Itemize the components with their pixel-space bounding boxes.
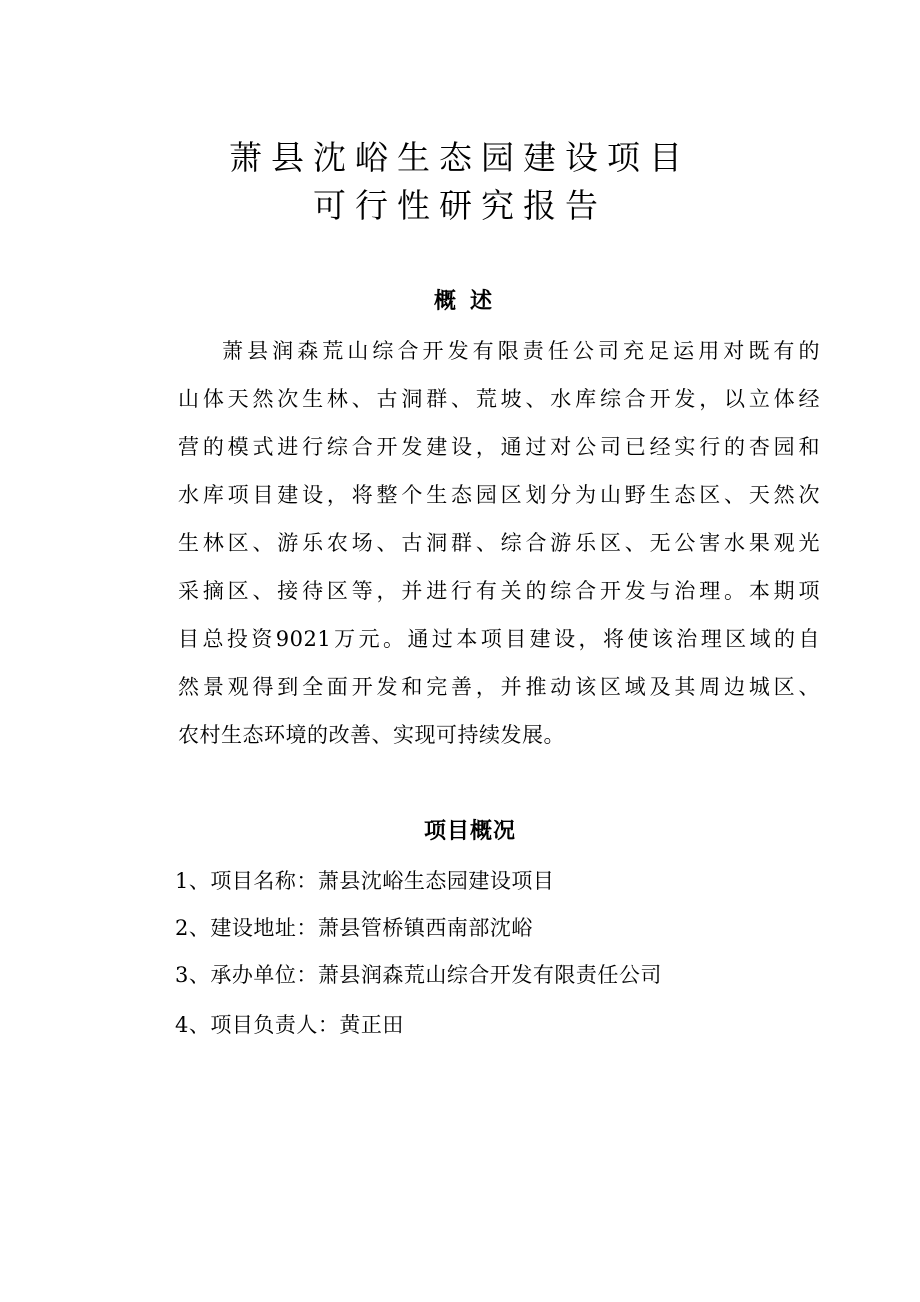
project-info-heading: 项目概况 [423,819,516,844]
overview-heading: 概述 [433,289,506,314]
overview-paragraph-line: 采摘区、接待区等，并进行有关的综合开发与治理。本期项 [178,579,820,603]
overview-paragraph-line: 农村生态环境的改善、实现可持续发展。 [178,723,565,747]
project-organizer-item: 3、承办单位：萧县润森荒山综合开发有限责任公司 [175,963,662,987]
overview-paragraph-line: 萧县润森荒山综合开发有限责任公司充足运用对既有的 [222,339,820,363]
overview-paragraph-line: 然景观得到全面开发和完善，并推动该区域及其周边城区、 [178,675,820,699]
overview-paragraph-line: 营的模式进行综合开发建设，通过对公司已经实行的杏园和 [178,435,820,459]
overview-paragraph-line: 生林区、游乐农场、古洞群、综合游乐区、无公害水果观光 [178,531,820,555]
report-title-line-2: 可行性研究报告 [313,186,607,225]
report-title-line-1: 萧县沈峪生态园建设项目 [229,138,691,177]
overview-paragraph-line: 山体天然次生林、古洞群、荒坡、水库综合开发，以立体经 [178,387,820,411]
project-name-item: 1、项目名称：萧县沈峪生态园建设项目 [175,869,555,893]
overview-paragraph-line: 水库项目建设，将整个生态园区划分为山野生态区、天然次 [178,483,820,507]
project-address-item: 2、建设地址：萧县管桥镇西南部沈峪 [175,916,533,940]
overview-paragraph-line: 目总投资9021万元。通过本项目建设，将使该治理区域的自 [178,627,820,651]
project-manager-item: 4、项目负责人：黄正田 [175,1013,404,1037]
